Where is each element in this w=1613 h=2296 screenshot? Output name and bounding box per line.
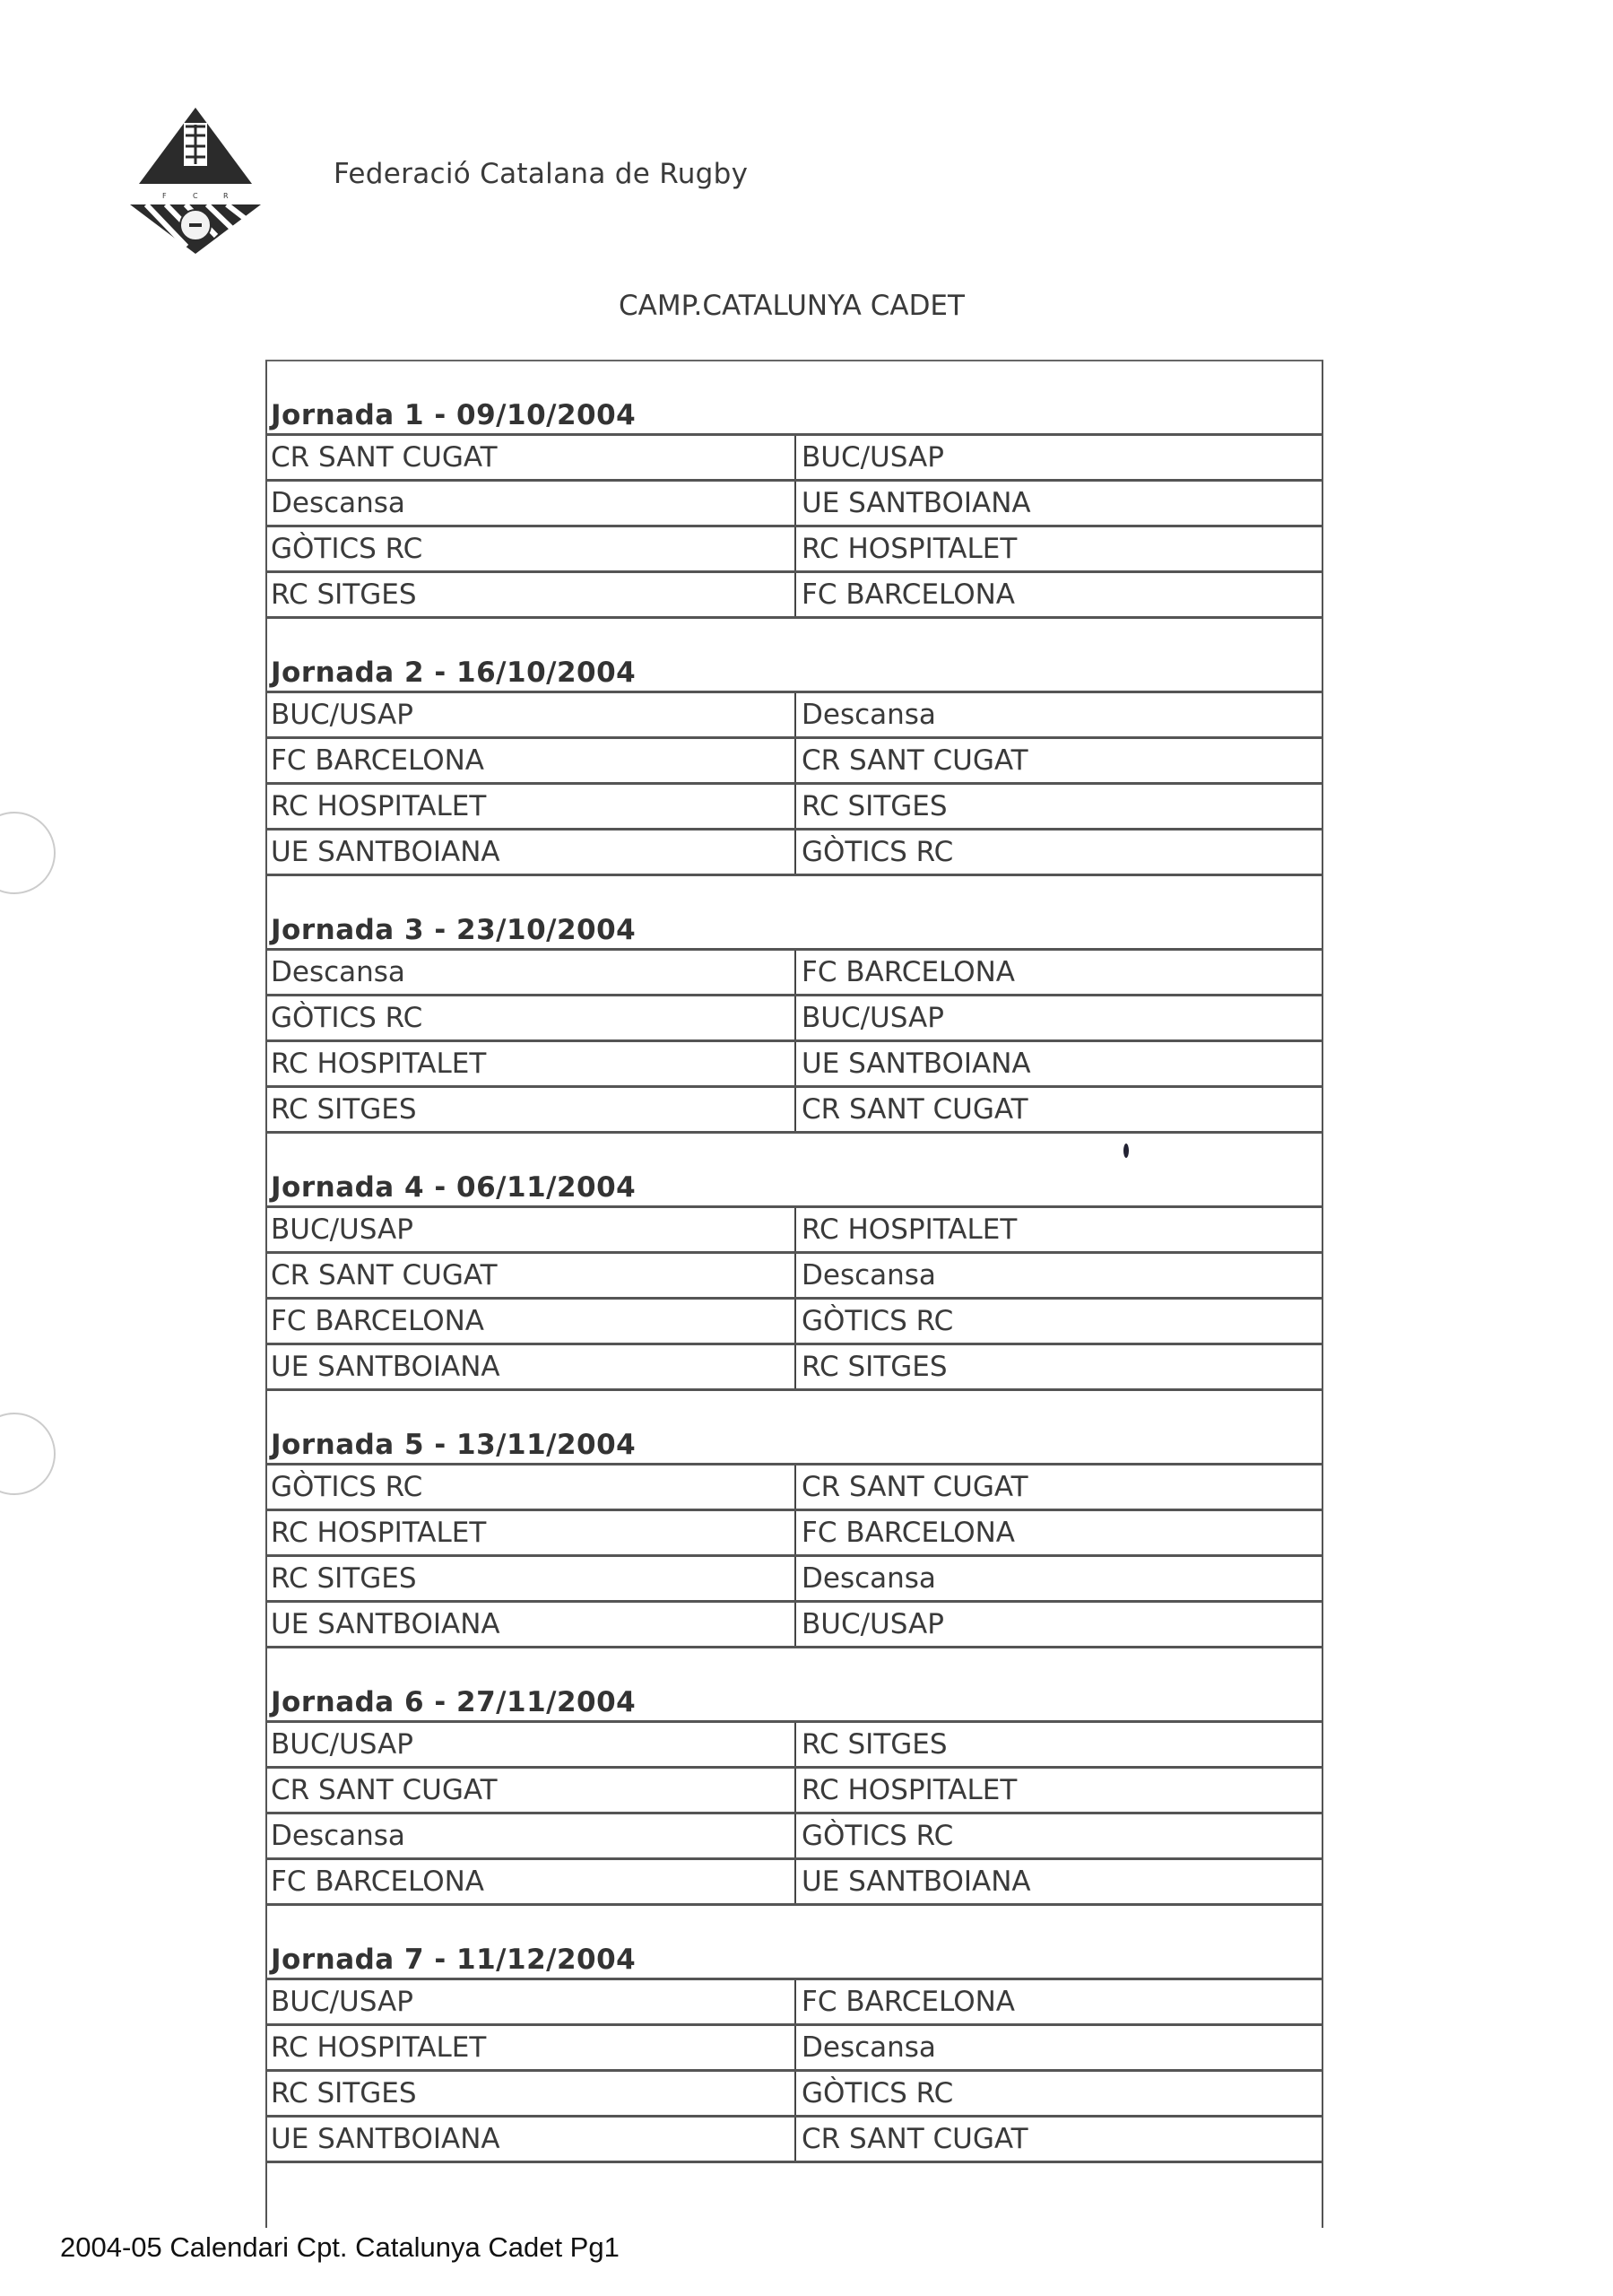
jornada-title: Jornada 3 - 23/10/2004 <box>271 914 637 946</box>
home-team-cell: CR SANT CUGAT <box>267 436 796 479</box>
organization-name: Federació Catalana de Rugby <box>334 158 749 190</box>
svg-text:C: C <box>193 192 198 200</box>
jornada-title: Jornada 1 - 09/10/2004 <box>271 399 637 431</box>
match-row <box>267 573 1322 619</box>
home-team-cell: UE SANTBOIANA <box>267 1345 796 1388</box>
jornada-header <box>267 619 1322 693</box>
away-team-cell: RC SITGES <box>802 1351 948 1383</box>
home-team-cell: RC HOSPITALET <box>267 1511 796 1554</box>
away-team-cell: RC HOSPITALET <box>802 1774 1018 1806</box>
home-team-cell: GÒTICS RC <box>267 996 796 1039</box>
match-row <box>267 1769 1322 1814</box>
away-team-cell: CR SANT CUGAT <box>802 1471 1028 1503</box>
home-team-cell: FC BARCELONA <box>267 1860 796 1903</box>
jornada-title: Jornada 5 - 13/11/2004 <box>271 1429 637 1461</box>
home-team-cell: FC BARCELONA <box>267 739 796 782</box>
jornada-title: Jornada 7 - 11/12/2004 <box>271 1944 637 1976</box>
jornada-title: Jornada 6 - 27/11/2004 <box>271 1686 637 1718</box>
away-team-cell: BUC/USAP <box>802 441 944 474</box>
away-team-cell: GÒTICS RC <box>802 836 954 868</box>
match-row <box>267 1723 1322 1769</box>
home-team-cell: Descansa <box>267 1814 796 1857</box>
home-team-cell: Descansa <box>267 482 796 525</box>
home-team-cell: GÒTICS RC <box>267 1465 796 1509</box>
away-team-cell: FC BARCELONA <box>802 956 1015 988</box>
match-row <box>267 1465 1322 1511</box>
away-team-cell: RC SITGES <box>802 1728 948 1761</box>
jornada-header <box>267 361 1322 436</box>
away-team-cell: CR SANT CUGAT <box>802 744 1028 777</box>
jornada-block <box>267 619 1322 876</box>
match-row <box>267 785 1322 831</box>
away-team-cell: FC BARCELONA <box>802 1517 1015 1549</box>
match-row <box>267 1088 1322 1134</box>
away-team-cell: BUC/USAP <box>802 1002 944 1034</box>
match-row <box>267 527 1322 573</box>
jornada-block <box>267 361 1322 619</box>
home-team-cell: RC HOSPITALET <box>267 1042 796 1085</box>
away-team-cell: UE SANTBOIANA <box>802 1866 1031 1898</box>
match-row <box>267 1814 1322 1860</box>
jornada-block <box>267 876 1322 1134</box>
jornada-block <box>267 1391 1322 1648</box>
jornada-block <box>267 1906 1322 2163</box>
document-title: CAMP.CATALUNYA CADET <box>619 290 965 322</box>
home-team-cell: CR SANT CUGAT <box>267 1769 796 1812</box>
punch-hole-mark <box>0 812 56 894</box>
home-team-cell: RC HOSPITALET <box>267 2026 796 2069</box>
jornada-title: Jornada 2 - 16/10/2004 <box>271 657 637 689</box>
away-team-cell: Descansa <box>802 2031 936 2064</box>
home-team-cell: BUC/USAP <box>267 1208 796 1251</box>
away-team-cell: UE SANTBOIANA <box>802 487 1031 519</box>
jornada-header <box>267 1391 1322 1465</box>
match-row <box>267 1860 1322 1906</box>
away-team-cell: Descansa <box>802 1562 936 1595</box>
home-team-cell: Descansa <box>267 951 796 994</box>
footer-caption: 2004-05 Calendari Cpt. Catalunya Cadet Pg1 <box>60 2231 620 2263</box>
home-team-cell: BUC/USAP <box>267 1980 796 2023</box>
home-team-cell: FC BARCELONA <box>267 1300 796 1343</box>
match-row <box>267 831 1322 876</box>
away-team-cell: GÒTICS RC <box>802 1820 954 1852</box>
jornada-header <box>267 1134 1322 1208</box>
away-team-cell: Descansa <box>802 699 936 731</box>
table-empty-tail <box>267 2163 1322 2228</box>
home-team-cell: RC SITGES <box>267 1557 796 1600</box>
away-team-cell: CR SANT CUGAT <box>802 1093 1028 1126</box>
home-team-cell: CR SANT CUGAT <box>267 1254 796 1297</box>
match-row <box>267 693 1322 739</box>
away-team-cell: RC HOSPITALET <box>802 533 1018 565</box>
away-team-cell: CR SANT CUGAT <box>802 2123 1028 2155</box>
match-row <box>267 2072 1322 2118</box>
match-row <box>267 482 1322 527</box>
match-row <box>267 2118 1322 2163</box>
home-team-cell: BUC/USAP <box>267 693 796 736</box>
home-team-cell: RC HOSPITALET <box>267 785 796 828</box>
svg-text:R: R <box>223 192 229 200</box>
jornada-block <box>267 1134 1322 1391</box>
match-row <box>267 1980 1322 2026</box>
jornada-title: Jornada 4 - 06/11/2004 <box>271 1171 637 1204</box>
home-team-cell: UE SANTBOIANA <box>267 1603 796 1646</box>
home-team-cell: BUC/USAP <box>267 1723 796 1766</box>
match-row <box>267 1557 1322 1603</box>
jornada-block <box>267 1648 1322 1906</box>
away-team-cell: GÒTICS RC <box>802 2077 954 2109</box>
scan-speck <box>1123 1144 1129 1158</box>
match-row <box>267 951 1322 996</box>
home-team-cell: RC SITGES <box>267 1088 796 1131</box>
jornada-header <box>267 1648 1322 1723</box>
match-row <box>267 436 1322 482</box>
home-team-cell: RC SITGES <box>267 573 796 616</box>
away-team-cell: GÒTICS RC <box>802 1305 954 1337</box>
match-row <box>267 1208 1322 1254</box>
away-team-cell: RC HOSPITALET <box>802 1213 1018 1246</box>
match-row <box>267 1511 1322 1557</box>
match-row <box>267 1300 1322 1345</box>
away-team-cell: BUC/USAP <box>802 1608 944 1640</box>
fixtures-table <box>265 360 1323 2228</box>
away-team-cell: FC BARCELONA <box>802 1986 1015 2018</box>
jornada-header <box>267 1906 1322 1980</box>
away-team-cell: UE SANTBOIANA <box>802 1048 1031 1080</box>
away-team-cell: FC BARCELONA <box>802 578 1015 611</box>
federation-logo <box>110 103 281 256</box>
away-team-cell: Descansa <box>802 1259 936 1292</box>
home-team-cell: UE SANTBOIANA <box>267 2118 796 2161</box>
home-team-cell: UE SANTBOIANA <box>267 831 796 874</box>
punch-hole-mark <box>0 1413 56 1495</box>
home-team-cell: RC SITGES <box>267 2072 796 2115</box>
match-row <box>267 2026 1322 2072</box>
home-team-cell: GÒTICS RC <box>267 527 796 570</box>
svg-text:F: F <box>162 192 167 200</box>
away-team-cell: RC SITGES <box>802 790 948 822</box>
match-row <box>267 1603 1322 1648</box>
match-row <box>267 739 1322 785</box>
match-row <box>267 1254 1322 1300</box>
jornada-header <box>267 876 1322 951</box>
match-row <box>267 996 1322 1042</box>
match-row <box>267 1042 1322 1088</box>
match-row <box>267 1345 1322 1391</box>
